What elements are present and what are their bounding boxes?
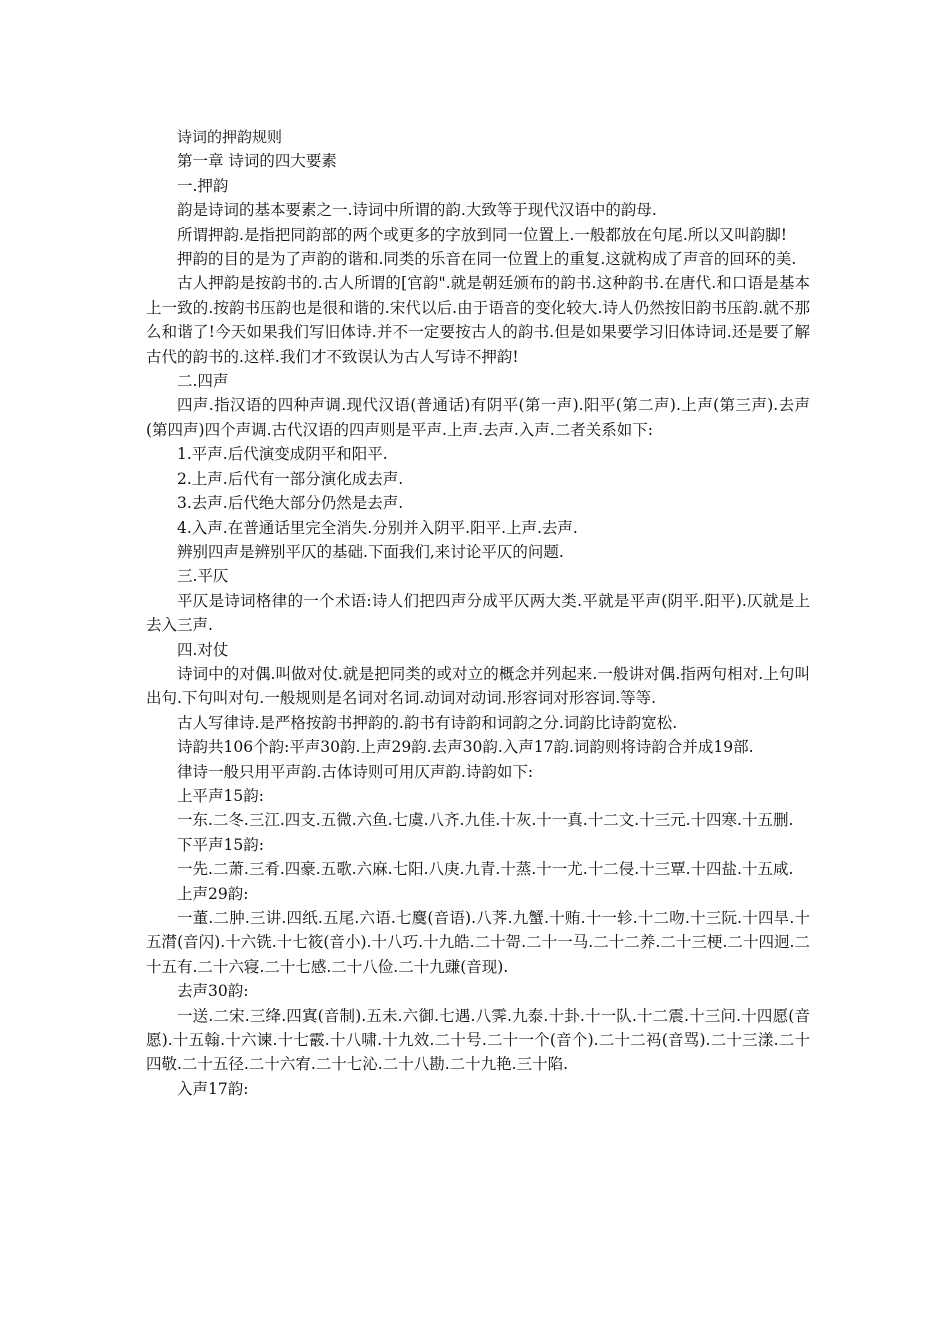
- rhyme-list: 一先.二萧.三肴.四豪.五歌.六麻.七阳.八庚.九青.十蒸.十一尤.十二侵.十三覃.十四盐.十五咸.: [177, 860, 794, 879]
- section-heading-four-tones: 二.四声: [177, 372, 229, 391]
- section-heading-pingze: 三.平仄: [177, 567, 229, 586]
- rhyme-group-heading: 下平声15韵:: [177, 835, 264, 854]
- list-item: 3.去声.后代绝大部分仍然是去声.: [177, 494, 404, 513]
- paragraph: 韵是诗词的基本要素之一.诗词中所谓的韵.大致等于现代汉语中的韵母.: [177, 201, 657, 220]
- paragraph: 四声.指汉语的四种声调.现代汉语(普通话)有阴平(第一声).阳平(第二声).上声(第三声).去声(第四声)四个声调.古代汉语的四声则是平声.上声.去声.入声.二者关系如下:: [146, 396, 810, 439]
- rhyme-list: 一东.二冬.三江.四支.五微.六鱼.七虞.八齐.九佳.十灰.十一真.十二文.十三元.十四寒.十五删.: [177, 811, 794, 830]
- paragraph: 辨别四声是辨别平仄的基础.下面我们,来讨论平仄的问题.: [177, 542, 564, 561]
- document-title: 诗词的押韵规则: [177, 128, 283, 146]
- document-body: [146, 125, 810, 1101]
- paragraph: 诗词中的对偶.叫做对仗.就是把同类的或对立的概念并列起来.一般讲对偶.指两句相对.上句叫出句.下句叫对句.一般规则是名词对名词.动词对动词.形容词对形容词.等等.: [146, 664, 810, 708]
- rhyme-group-heading: 上声29韵:: [177, 884, 249, 903]
- chapter-heading: 第一章 诗词的四大要素: [177, 152, 337, 171]
- list-item: 4.入声.在普通话里完全消失.分别并入阴平.阳平.上声.去声.: [177, 518, 578, 537]
- section-heading-antithesis: 四.对仗: [177, 640, 229, 659]
- list-item: 2.上声.后代有一部分演化成去声.: [177, 469, 404, 488]
- paragraph: 古人写律诗.是严格按韵书押韵的.韵书有诗韵和词韵之分.词韵比诗韵宽松.: [177, 713, 678, 732]
- section-heading-rhyme: 一.押韵: [177, 176, 229, 195]
- list-item: 1.平声.后代演变成阴平和阳平.: [177, 445, 388, 464]
- paragraph: 平仄是诗词格律的一个术语:诗人们把四声分成平仄两大类.平就是平声(阴平.阳平).仄就是上去入三声.: [146, 591, 810, 635]
- rhyme-list: 一送.二宋.三绛.四寘(音制).五未.六御.七遇.八霁.九泰.十卦.十一队.十二震.十三问.十四愿(音愿).十五翰.十六谏.十七霰.十八啸.十九效.二十号.二十一个(音个).二十二祃(音骂).二十三漾.二十四敬.二十五径.二十六宥.二十七沁.二十八勘.二十九艳.三十陷.: [146, 1006, 810, 1074]
- paragraph: 古人押韵是按韵书的.古人所谓的[官韵".就是朝廷颁布的韵书.这种韵书.在唐代.和口语是基本上一致的.按韵书压韵也是很和谐的.宋代以后.由于语音的变化较大.诗人仍然按旧韵书压韵.就不那么和谐了!今天如果我们写旧体诗.并不一定要按古人的韵书.但是如果要学习旧体诗词.还是要了解古代的韵书的.这样.我们才不致误认为古人写诗不押韵!: [146, 274, 810, 366]
- rhyme-group-heading: 上平声15韵:: [177, 786, 264, 805]
- paragraph: 律诗一般只用平声韵.古体诗则可用仄声韵.诗韵如下:: [177, 762, 534, 781]
- rhyme-group-heading: 去声30韵:: [177, 982, 249, 1001]
- rhyme-list: 一董.二肿.三讲.四纸.五尾.六语.七麌(音语).八荠.九蟹.十贿.十一轸.十二吻.十三阮.十四旱.十五潸(音闪).十六铣.十七筱(音小).十八巧.十九皓.二十哿.二十一马.二十二养.二十三梗.二十四迥.二十五有.二十六寝.二十七感.二十八俭.二十九豏(音现).: [146, 909, 810, 976]
- paragraph: 诗韵共106个韵:平声30韵.上声29韵.去声30韵.入声17韵.词韵则将诗韵合并成19部.: [177, 738, 754, 757]
- paragraph: 押韵的目的是为了声韵的谐和.同类的乐音在同一位置上的重复.这就构成了声音的回环的美.: [177, 250, 797, 269]
- rhyme-group-heading: 入声17韵:: [177, 1079, 249, 1098]
- paragraph: 所谓押韵.是指把同韵部的两个或更多的字放到同一位置上.一般都放在句尾.所以又叫韵脚!: [177, 225, 788, 244]
